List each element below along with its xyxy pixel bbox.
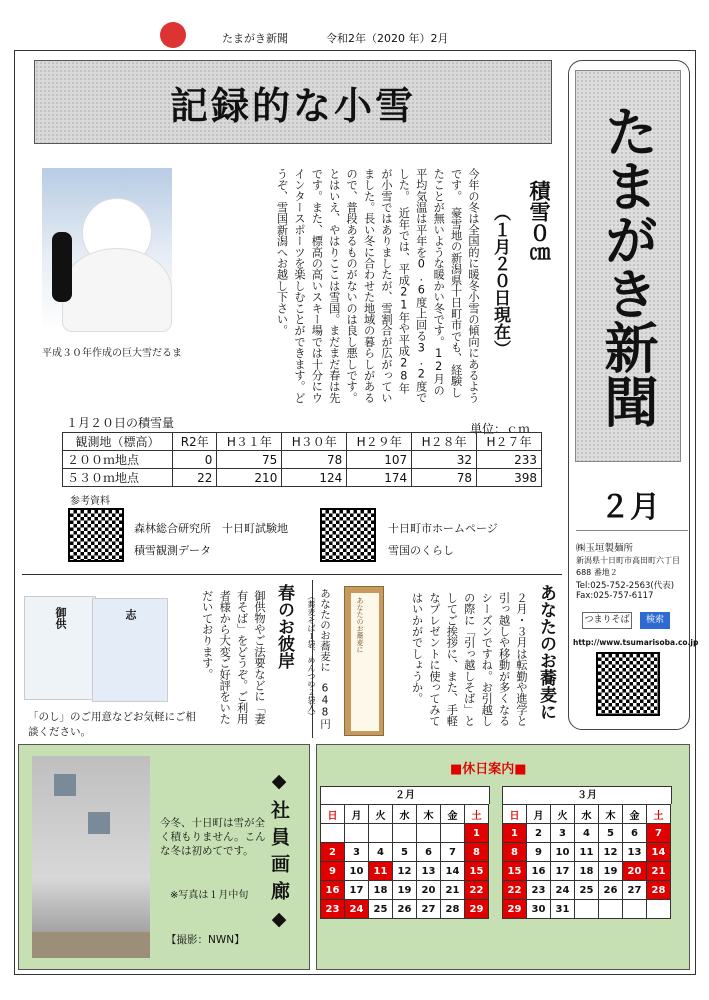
- header-name: たまがき新聞: [222, 32, 288, 45]
- weekday-label: 土: [647, 805, 671, 824]
- company-addr1: 新潟県十日町市高田町六丁目: [576, 556, 680, 565]
- company-addr2: 688 番地２: [576, 568, 618, 577]
- calendar-day: 1: [465, 824, 489, 843]
- higan-caption: 「のし」のご用意などお気軽にご相談ください。: [28, 711, 196, 738]
- soba-price: あなたのお蕎麦に 648円: [319, 588, 331, 729]
- calendar-day: 5: [599, 824, 623, 843]
- masthead-month: ２月: [600, 490, 660, 525]
- gallery-title: ◆社員画廊◆: [268, 770, 290, 938]
- calendar-day: 22: [503, 881, 527, 900]
- noshi-label: 志: [124, 609, 137, 620]
- calendar-week: [321, 862, 489, 881]
- calendar-empty: [623, 900, 647, 919]
- headline: 積雪０㎝: [527, 180, 551, 264]
- weekday-label: 日: [503, 805, 527, 824]
- weekday-label: 木: [599, 805, 623, 824]
- calendar-day: 28: [441, 900, 465, 919]
- table-cell: 210: [217, 469, 282, 487]
- snowman-photo: [42, 168, 172, 332]
- calendar-day: 18: [575, 862, 599, 881]
- main-title: 記録的な小雪: [169, 82, 416, 128]
- search-button[interactable]: 検索: [640, 612, 670, 629]
- calendar-day: 24: [551, 881, 575, 900]
- weekday-label: 水: [575, 805, 599, 824]
- soba-package: [344, 586, 384, 736]
- photo1-caption: 平成３０年作成の巨大雪だるま: [42, 348, 182, 359]
- table-unit: 単位：ｃｍ: [470, 422, 531, 436]
- calendar-day: 15: [503, 862, 527, 881]
- search-input[interactable]: つまりそば: [582, 612, 632, 629]
- calendar-day: 21: [647, 862, 671, 881]
- holiday-title: ■休日案内■: [450, 762, 527, 777]
- subhead: （１月２０日現在）: [490, 204, 510, 357]
- calendar-day: 3: [551, 824, 575, 843]
- calendar-week: [503, 900, 671, 919]
- calendar-day: 12: [393, 862, 417, 881]
- qr-code-icon[interactable]: [596, 652, 660, 716]
- table-cell: 78: [282, 451, 347, 469]
- calendar-grid: [320, 804, 489, 919]
- calendar-day: 9: [527, 843, 551, 862]
- calendar-empty: [345, 824, 369, 843]
- noshi-photo: [92, 598, 168, 702]
- table-header: 観測地（標高）: [63, 433, 173, 451]
- calendar-feb: [320, 786, 490, 919]
- calendar-empty: [599, 900, 623, 919]
- noshi-photo: [24, 596, 96, 700]
- calendar-day: 10: [551, 843, 575, 862]
- calendar-day: 12: [599, 843, 623, 862]
- snow-table: [62, 432, 542, 487]
- weekday-label: 水: [393, 805, 417, 824]
- calendar-day: 10: [345, 862, 369, 881]
- calendar-day: 23: [321, 900, 345, 919]
- weekday-label: 月: [527, 805, 551, 824]
- table-cell: ５３０ｍ地点: [63, 469, 173, 487]
- calendar-day: 20: [623, 862, 647, 881]
- qr-code-icon[interactable]: [68, 508, 124, 562]
- noshi-label: 御供: [54, 607, 67, 629]
- calendar-empty: [321, 824, 345, 843]
- calendar-mar: [502, 786, 672, 919]
- gallery-note: ※写真は１月中旬: [170, 890, 249, 901]
- calendar-day: 7: [647, 824, 671, 843]
- table-header: R2年: [173, 433, 217, 451]
- table-cell: 233: [477, 451, 542, 469]
- calendar-day: 14: [647, 843, 671, 862]
- ref-a1: 森林総合研究所 十日町試験地: [134, 522, 288, 535]
- calendar-day: 23: [527, 881, 551, 900]
- calendar-day: 18: [369, 881, 393, 900]
- gallery-credit: 【撮影：NWN】: [166, 934, 245, 946]
- calendar-day: 20: [417, 881, 441, 900]
- calendar-empty: [417, 824, 441, 843]
- table-cell: 32: [412, 451, 477, 469]
- table-cell: 75: [217, 451, 282, 469]
- calendar-grid: [502, 804, 671, 919]
- calendar-empty: [369, 824, 393, 843]
- calendar-day: 3: [345, 843, 369, 862]
- calendar-day: 19: [599, 862, 623, 881]
- header-date: 令和2年（2020 年）2月: [326, 32, 449, 45]
- company-fax: Fax:025-757-6117: [576, 591, 654, 601]
- calendar-day: 11: [575, 843, 599, 862]
- calendar-day: 6: [417, 843, 441, 862]
- table-header-row: [63, 433, 542, 451]
- weekday-label: 日: [321, 805, 345, 824]
- calendar-day: 5: [393, 843, 417, 862]
- table-cell: 398: [477, 469, 542, 487]
- calendar-day: 21: [441, 881, 465, 900]
- calendar-week: [503, 843, 671, 862]
- calendar-week: [503, 881, 671, 900]
- calendar-week: [503, 824, 671, 843]
- calendar-empty: [441, 824, 465, 843]
- calendar-day: 24: [345, 900, 369, 919]
- table-row: [63, 469, 542, 487]
- calendar-day: 7: [441, 843, 465, 862]
- logo-icon: [160, 22, 186, 48]
- weekday-label: 火: [369, 805, 393, 824]
- higan-title: 春のお彼岸: [274, 584, 294, 669]
- calendar-day: 2: [527, 824, 551, 843]
- masthead-title: たまがき新聞: [596, 104, 660, 428]
- calendar-day: 6: [623, 824, 647, 843]
- weekday-label: 木: [417, 805, 441, 824]
- soba-body: ２月・３月は転勤や進学と引っ越しや移動が多くなるシーズンですね。お引越しの際に「引っ越しそば」としてご挨拶に、また、手軽なプレゼントに使ってみてはいかがでしょうか。: [410, 592, 528, 727]
- calendar-day: 16: [527, 862, 551, 881]
- calendar-day: 26: [393, 900, 417, 919]
- table-cell: 174: [347, 469, 412, 487]
- table-cell: 78: [412, 469, 477, 487]
- company-name: ㈱玉垣製麺所: [576, 543, 634, 554]
- calendar-day: 17: [345, 881, 369, 900]
- calendar-day: 4: [369, 843, 393, 862]
- calendar-day: 1: [503, 824, 527, 843]
- calendar-day: 29: [465, 900, 489, 919]
- calendar-day: 25: [369, 900, 393, 919]
- calendar-day: 31: [551, 900, 575, 919]
- calendar-week: [321, 881, 489, 900]
- calendar-day: 19: [393, 881, 417, 900]
- weekday-label: 金: [441, 805, 465, 824]
- calendar-week: [503, 862, 671, 881]
- calendar-day: 8: [503, 843, 527, 862]
- calendar-day: 9: [321, 862, 345, 881]
- calendar-day: 16: [321, 881, 345, 900]
- article-body: 今年の冬は全国的に暖冬小雪の傾向にあるようです。 豪雪地の新潟県十日町市でも、経験したことが無いような暖かい冬です。12月の平均気温は平年を0.6度上回る3.2度でした。 近年では、平成21年や平成28年が小雪ではありましたが、雪割合が広がっていました。長い冬に合わせた地域の暮らしがあるので、普段あるものがないのは良し悪しです。 とはいえ、やはりここは雪国。まだまだ春は先です。また、標高の高いスキー場では十分にウインタースポーツを楽しむことができます。どうぞ、雪国新潟へお越し下さい。: [275, 168, 480, 409]
- calendar-day: 4: [575, 824, 599, 843]
- calendar-day: 17: [551, 862, 575, 881]
- table-cell: 22: [173, 469, 217, 487]
- table-header: H２７年: [477, 433, 542, 451]
- weekday-label: 金: [623, 805, 647, 824]
- weekday-label: 月: [345, 805, 369, 824]
- calendar-empty: [647, 900, 671, 919]
- company-url[interactable]: http://www.tsumarisoba.co.jp: [573, 638, 699, 647]
- calendar-empty: [575, 900, 599, 919]
- company-tel: Tel:025-752-2563(代表): [576, 581, 675, 591]
- gallery-text: 今冬、十日町は雪が全く積もりません。こんな冬は初めてです。: [160, 817, 266, 857]
- ref-b2: 雪国のくらし: [388, 544, 454, 557]
- soba-title: あなたのお蕎麦に: [536, 584, 556, 720]
- weekday-row: [503, 805, 671, 824]
- building-photo: [32, 756, 150, 958]
- table-cell: ２００ｍ地点: [63, 451, 173, 469]
- table-cell: 107: [347, 451, 412, 469]
- table-cell: 124: [282, 469, 347, 487]
- calendar-day: 2: [321, 843, 345, 862]
- calendar-week: [321, 900, 489, 919]
- divider: [576, 530, 688, 531]
- qr-code-icon[interactable]: [320, 508, 376, 562]
- calendar-day: 13: [417, 862, 441, 881]
- calendar-day: 29: [503, 900, 527, 919]
- refs-label: 参考資料: [70, 496, 110, 507]
- higan-body: 御供物やご法要などに「妻有そば」をどうぞ。ご利用者様から大変ご好評をいただいております。: [200, 590, 266, 725]
- calendar-day: 8: [465, 843, 489, 862]
- table-row: [63, 451, 542, 469]
- calendar-week: [321, 824, 489, 843]
- masthead-title-box: [575, 70, 681, 462]
- main-title-box: [34, 60, 552, 144]
- table-header: H３０年: [282, 433, 347, 451]
- table-title: １月２０日の積雪量: [66, 416, 175, 430]
- table-cell: 0: [173, 451, 217, 469]
- calendar-day: 28: [647, 881, 671, 900]
- ref-b1: 十日町市ホームページ: [388, 522, 498, 535]
- calendar-day: 27: [417, 900, 441, 919]
- calendar-month: ３月: [502, 786, 672, 804]
- calendar-day: 22: [465, 881, 489, 900]
- soba-price-note: （蕎麦そば１袋、めんつゆ２袋入）: [307, 592, 316, 720]
- calendar-day: 27: [623, 881, 647, 900]
- table-header: H２９年: [347, 433, 412, 451]
- calendar-day: 30: [527, 900, 551, 919]
- calendar-week: [321, 843, 489, 862]
- calendar-day: 25: [575, 881, 599, 900]
- calendar-month: ２月: [320, 786, 490, 804]
- calendar-empty: [393, 824, 417, 843]
- divider: [22, 574, 562, 575]
- weekday-label: 土: [465, 805, 489, 824]
- ref-a2: 積雪観測データ: [134, 544, 211, 557]
- calendar-day: 15: [465, 862, 489, 881]
- soba-package-label: あなたのお蕎麦に: [356, 597, 364, 653]
- weekday-row: [321, 805, 489, 824]
- calendar-day: 11: [369, 862, 393, 881]
- calendar-day: 13: [623, 843, 647, 862]
- table-header: H３１年: [217, 433, 282, 451]
- weekday-label: 火: [551, 805, 575, 824]
- calendar-day: 26: [599, 881, 623, 900]
- table-header: H２８年: [412, 433, 477, 451]
- calendar-day: 14: [441, 862, 465, 881]
